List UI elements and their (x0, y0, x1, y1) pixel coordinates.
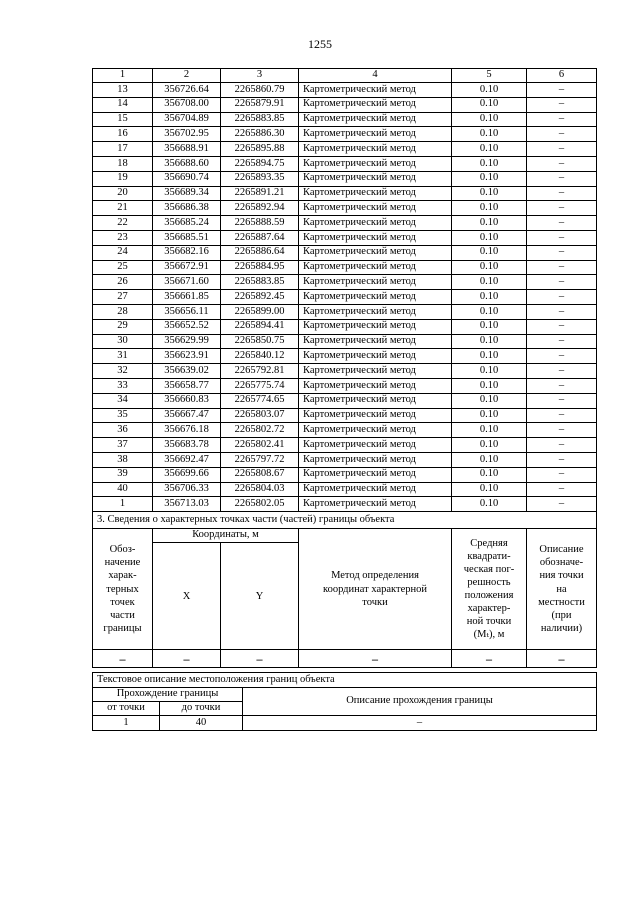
section-3-title: 3. Сведения о характерных точках части (частей) границы объекта (93, 512, 597, 529)
point-number-cell: 21 (93, 201, 153, 216)
accuracy-cell: 0.10 (452, 319, 527, 334)
y-coordinate-cell: 2265775.74 (221, 378, 299, 393)
accuracy-cell: 0.10 (452, 304, 527, 319)
to-point-value: 40 (160, 716, 243, 731)
coordinate-row (93, 245, 597, 260)
passage-header: Прохождение границы (93, 688, 243, 702)
accuracy-cell: 0.10 (452, 334, 527, 349)
point-description-cell: – (527, 438, 597, 453)
y-coordinate-cell: 2265894.75 (221, 156, 299, 171)
y-coordinate-cell: 2265802.05 (221, 497, 299, 512)
coordinate-row (93, 97, 597, 112)
coordinate-row (93, 127, 597, 142)
x-coordinate-cell: 356688.91 (153, 142, 221, 157)
method-cell: Картометрический метод (299, 230, 452, 245)
section-3-title-row (93, 512, 597, 529)
point-description-cell: – (527, 378, 597, 393)
point-description-cell: – (527, 408, 597, 423)
accuracy-cell: 0.10 (452, 186, 527, 201)
coordinate-row (93, 482, 597, 497)
method-cell: Картометрический метод (299, 408, 452, 423)
y-coordinate-cell: 2265804.03 (221, 482, 299, 497)
point-designation-header: Обоз- начение харак- терных точек части границы (93, 529, 153, 650)
accuracy-cell: 0.10 (452, 438, 527, 453)
point-description-cell: – (527, 260, 597, 275)
x-coordinate-cell: 356661.85 (153, 290, 221, 305)
y-coordinate-cell: 2265886.64 (221, 245, 299, 260)
coordinate-row (93, 334, 597, 349)
y-coordinate-cell: 2265883.85 (221, 112, 299, 127)
accuracy-cell: 0.10 (452, 156, 527, 171)
y-coordinate-cell: 2265803.07 (221, 408, 299, 423)
point-number-cell: 23 (93, 230, 153, 245)
y-coordinate-cell: 2265893.35 (221, 171, 299, 186)
method-cell: Картометрический метод (299, 260, 452, 275)
x-coordinate-cell: 356689.34 (153, 186, 221, 201)
point-description-cell: – (527, 290, 597, 305)
point-number-cell: 32 (93, 364, 153, 379)
coordinate-row (93, 216, 597, 231)
point-description-cell: – (527, 497, 597, 512)
point-description-cell: – (527, 393, 597, 408)
method-cell: Картометрический метод (299, 97, 452, 112)
coordinate-row (93, 467, 597, 482)
route-title-row (93, 673, 597, 688)
accuracy-cell: 0.10 (452, 201, 527, 216)
x-coordinate-cell: 356623.91 (153, 349, 221, 364)
method-cell: Картометрический метод (299, 83, 452, 98)
accuracy-cell: 0.10 (452, 349, 527, 364)
coordinate-row (93, 275, 597, 290)
point-number-cell: 33 (93, 378, 153, 393)
accuracy-header: Средняя квадрати- ческая пог- решность положения характер- ной точки (Mₜ), м (452, 529, 527, 650)
coordinate-row (93, 349, 597, 364)
point-description-cell: – (527, 127, 597, 142)
point-number-cell: 30 (93, 334, 153, 349)
method-cell: Картометрический метод (299, 290, 452, 305)
x-coordinate-cell: 356713.03 (153, 497, 221, 512)
method-cell: Картометрический метод (299, 245, 452, 260)
y-coordinate-cell: 2265891.21 (221, 186, 299, 201)
point-description-header: Описание обозначе- ния точки на местности (при наличии) (527, 529, 597, 650)
x-coordinate-cell: 356682.16 (153, 245, 221, 260)
point-number-cell: 24 (93, 245, 153, 260)
coordinate-row (93, 378, 597, 393)
point-number-cell: 26 (93, 275, 153, 290)
route-description-value: – (243, 716, 597, 731)
y-coordinate-cell: 2265797.72 (221, 452, 299, 467)
method-cell: Картометрический метод (299, 186, 452, 201)
point-number-cell: 13 (93, 83, 153, 98)
coordinate-row (93, 304, 597, 319)
point-description-cell: – (527, 142, 597, 157)
coordinate-row (93, 423, 597, 438)
x-coordinate-cell: 356706.33 (153, 482, 221, 497)
x-coordinate-cell: 356676.18 (153, 423, 221, 438)
point-number-cell: 29 (93, 319, 153, 334)
x-coordinate-cell: 356690.74 (153, 171, 221, 186)
accuracy-cell: 0.10 (452, 275, 527, 290)
point-description-cell: – (527, 83, 597, 98)
point-description-cell: – (527, 304, 597, 319)
accuracy-cell: 0.10 (452, 216, 527, 231)
accuracy-cell: 0.10 (452, 83, 527, 98)
y-coordinate-cell: 2265887.64 (221, 230, 299, 245)
accuracy-cell: 0.10 (452, 260, 527, 275)
y-coordinate-cell: 2265808.67 (221, 467, 299, 482)
to-point-header: до точки (160, 702, 243, 716)
y-coordinate-cell: 2265883.85 (221, 275, 299, 290)
dash-cell: – (452, 650, 527, 668)
coordinate-row (93, 201, 597, 216)
coordinate-row (93, 186, 597, 201)
y-coordinate-cell: 2265888.59 (221, 216, 299, 231)
coordinate-row (93, 142, 597, 157)
coordinate-row (93, 452, 597, 467)
accuracy-cell: 0.10 (452, 393, 527, 408)
point-number-cell: 39 (93, 467, 153, 482)
coordinate-row (93, 260, 597, 275)
boundary-route-table (92, 672, 597, 731)
x-coordinate-cell: 356702.95 (153, 127, 221, 142)
column-number: 1 (93, 69, 153, 83)
accuracy-cell: 0.10 (452, 423, 527, 438)
method-cell: Картометрический метод (299, 112, 452, 127)
point-description-cell: – (527, 156, 597, 171)
x-coordinate-cell: 356688.60 (153, 156, 221, 171)
method-cell: Картометрический метод (299, 482, 452, 497)
point-number-cell: 35 (93, 408, 153, 423)
point-number-cell: 1 (93, 497, 153, 512)
y-coordinate-cell: 2265774.65 (221, 393, 299, 408)
method-cell: Картометрический метод (299, 275, 452, 290)
column-number: 3 (221, 69, 299, 83)
method-cell: Картометрический метод (299, 497, 452, 512)
coordinate-row (93, 364, 597, 379)
column-number: 6 (527, 69, 597, 83)
point-description-cell: – (527, 112, 597, 127)
x-coordinate-cell: 356639.02 (153, 364, 221, 379)
x-coordinate-cell: 356685.51 (153, 230, 221, 245)
accuracy-cell: 0.10 (452, 245, 527, 260)
y-header: Y (221, 543, 299, 650)
point-description-cell: – (527, 186, 597, 201)
point-number-cell: 14 (93, 97, 153, 112)
y-coordinate-cell: 2265892.45 (221, 290, 299, 305)
section-3-header-row (93, 529, 597, 543)
dash-cell: – (221, 650, 299, 668)
coordinate-row (93, 408, 597, 423)
route-row (93, 716, 597, 731)
page-number: 1255 (308, 37, 332, 51)
from-point-value: 1 (93, 716, 160, 731)
point-description-cell: – (527, 364, 597, 379)
point-number-cell: 15 (93, 112, 153, 127)
accuracy-cell: 0.10 (452, 408, 527, 423)
x-header: X (153, 543, 221, 650)
x-coordinate-cell: 356708.00 (153, 97, 221, 112)
y-coordinate-cell: 2265879.91 (221, 97, 299, 112)
coordinates-header: Координаты, м (153, 529, 299, 543)
route-header-row (93, 688, 597, 702)
y-coordinate-cell: 2265886.30 (221, 127, 299, 142)
point-number-cell: 18 (93, 156, 153, 171)
coordinate-row (93, 230, 597, 245)
x-coordinate-cell: 356658.77 (153, 378, 221, 393)
accuracy-cell: 0.10 (452, 142, 527, 157)
point-number-cell: 22 (93, 216, 153, 231)
dash-cell: – (299, 650, 452, 668)
point-description-cell: – (527, 349, 597, 364)
x-coordinate-cell: 356726.64 (153, 83, 221, 98)
point-number-cell: 31 (93, 349, 153, 364)
coordinates-table (92, 68, 597, 668)
coordinate-row (93, 290, 597, 305)
x-coordinate-cell: 356660.83 (153, 393, 221, 408)
dash-cell: – (93, 650, 153, 668)
x-coordinate-cell: 356672.91 (153, 260, 221, 275)
point-description-cell: – (527, 201, 597, 216)
accuracy-cell: 0.10 (452, 127, 527, 142)
from-point-header: от точки (93, 702, 160, 716)
point-number-cell: 36 (93, 423, 153, 438)
accuracy-cell: 0.10 (452, 112, 527, 127)
accuracy-cell: 0.10 (452, 97, 527, 112)
point-description-cell: – (527, 319, 597, 334)
route-title: Текстовое описание местоположения границ объекта (93, 673, 597, 688)
y-coordinate-cell: 2265884.95 (221, 260, 299, 275)
accuracy-cell: 0.10 (452, 482, 527, 497)
x-coordinate-cell: 356692.47 (153, 452, 221, 467)
column-number: 2 (153, 69, 221, 83)
coordinate-row (93, 438, 597, 453)
point-number-cell: 27 (93, 290, 153, 305)
accuracy-cell: 0.10 (452, 171, 527, 186)
dash-cell: – (527, 650, 597, 668)
dash-cell: – (153, 650, 221, 668)
method-cell: Картометрический метод (299, 142, 452, 157)
method-cell: Картометрический метод (299, 364, 452, 379)
accuracy-cell: 0.10 (452, 467, 527, 482)
x-coordinate-cell: 356683.78 (153, 438, 221, 453)
point-description-cell: – (527, 171, 597, 186)
x-coordinate-cell: 356685.24 (153, 216, 221, 231)
column-number: 4 (299, 69, 452, 83)
x-coordinate-cell: 356686.38 (153, 201, 221, 216)
method-cell: Картометрический метод (299, 171, 452, 186)
point-number-cell: 38 (93, 452, 153, 467)
accuracy-cell: 0.10 (452, 378, 527, 393)
point-number-cell: 37 (93, 438, 153, 453)
method-cell: Картометрический метод (299, 349, 452, 364)
accuracy-cell: 0.10 (452, 364, 527, 379)
method-cell: Картометрический метод (299, 304, 452, 319)
x-coordinate-cell: 356671.60 (153, 275, 221, 290)
coordinate-row (93, 171, 597, 186)
method-cell: Картометрический метод (299, 127, 452, 142)
y-coordinate-cell: 2265802.72 (221, 423, 299, 438)
point-number-cell: 28 (93, 304, 153, 319)
method-cell: Картометрический метод (299, 393, 452, 408)
method-cell: Картометрический метод (299, 423, 452, 438)
accuracy-cell: 0.10 (452, 290, 527, 305)
method-cell: Картометрический метод (299, 467, 452, 482)
point-description-cell: – (527, 245, 597, 260)
method-cell: Картометрический метод (299, 156, 452, 171)
y-coordinate-cell: 2265840.12 (221, 349, 299, 364)
point-description-cell: – (527, 230, 597, 245)
x-coordinate-cell: 356656.11 (153, 304, 221, 319)
coordinate-row (93, 156, 597, 171)
y-coordinate-cell: 2265792.81 (221, 364, 299, 379)
method-cell: Картометрический метод (299, 334, 452, 349)
point-description-cell: – (527, 97, 597, 112)
y-coordinate-cell: 2265802.41 (221, 438, 299, 453)
x-coordinate-cell: 356652.52 (153, 319, 221, 334)
point-description-cell: – (527, 482, 597, 497)
point-number-cell: 34 (93, 393, 153, 408)
accuracy-cell: 0.10 (452, 497, 527, 512)
point-description-cell: – (527, 216, 597, 231)
point-number-cell: 19 (93, 171, 153, 186)
y-coordinate-cell: 2265894.41 (221, 319, 299, 334)
point-description-cell: – (527, 275, 597, 290)
point-number-cell: 25 (93, 260, 153, 275)
y-coordinate-cell: 2265899.00 (221, 304, 299, 319)
point-number-cell: 20 (93, 186, 153, 201)
y-coordinate-cell: 2265892.94 (221, 201, 299, 216)
method-cell: Картометрический метод (299, 319, 452, 334)
coordinate-row (93, 112, 597, 127)
point-description-cell: – (527, 423, 597, 438)
x-coordinate-cell: 356629.99 (153, 334, 221, 349)
coordinate-row (93, 497, 597, 512)
column-number-row (93, 69, 597, 83)
point-description-cell: – (527, 452, 597, 467)
point-description-cell: – (527, 334, 597, 349)
y-coordinate-cell: 2265895.88 (221, 142, 299, 157)
point-number-cell: 17 (93, 142, 153, 157)
method-cell: Картометрический метод (299, 452, 452, 467)
method-cell: Картометрический метод (299, 378, 452, 393)
column-number: 5 (452, 69, 527, 83)
x-coordinate-cell: 356699.66 (153, 467, 221, 482)
method-cell: Картометрический метод (299, 201, 452, 216)
point-number-cell: 40 (93, 482, 153, 497)
coordinate-row (93, 83, 597, 98)
accuracy-cell: 0.10 (452, 452, 527, 467)
x-coordinate-cell: 356704.89 (153, 112, 221, 127)
section-3-dash-row (93, 650, 597, 668)
accuracy-cell: 0.10 (452, 230, 527, 245)
point-number-cell: 16 (93, 127, 153, 142)
coordinate-row (93, 393, 597, 408)
method-header: Метод определения координат характерной точки (299, 529, 452, 650)
y-coordinate-cell: 2265860.79 (221, 83, 299, 98)
method-cell: Картометрический метод (299, 438, 452, 453)
coordinate-row (93, 319, 597, 334)
point-description-cell: – (527, 467, 597, 482)
x-coordinate-cell: 356667.47 (153, 408, 221, 423)
method-cell: Картометрический метод (299, 216, 452, 231)
route-description-header: Описание прохождения границы (243, 688, 597, 716)
y-coordinate-cell: 2265850.75 (221, 334, 299, 349)
